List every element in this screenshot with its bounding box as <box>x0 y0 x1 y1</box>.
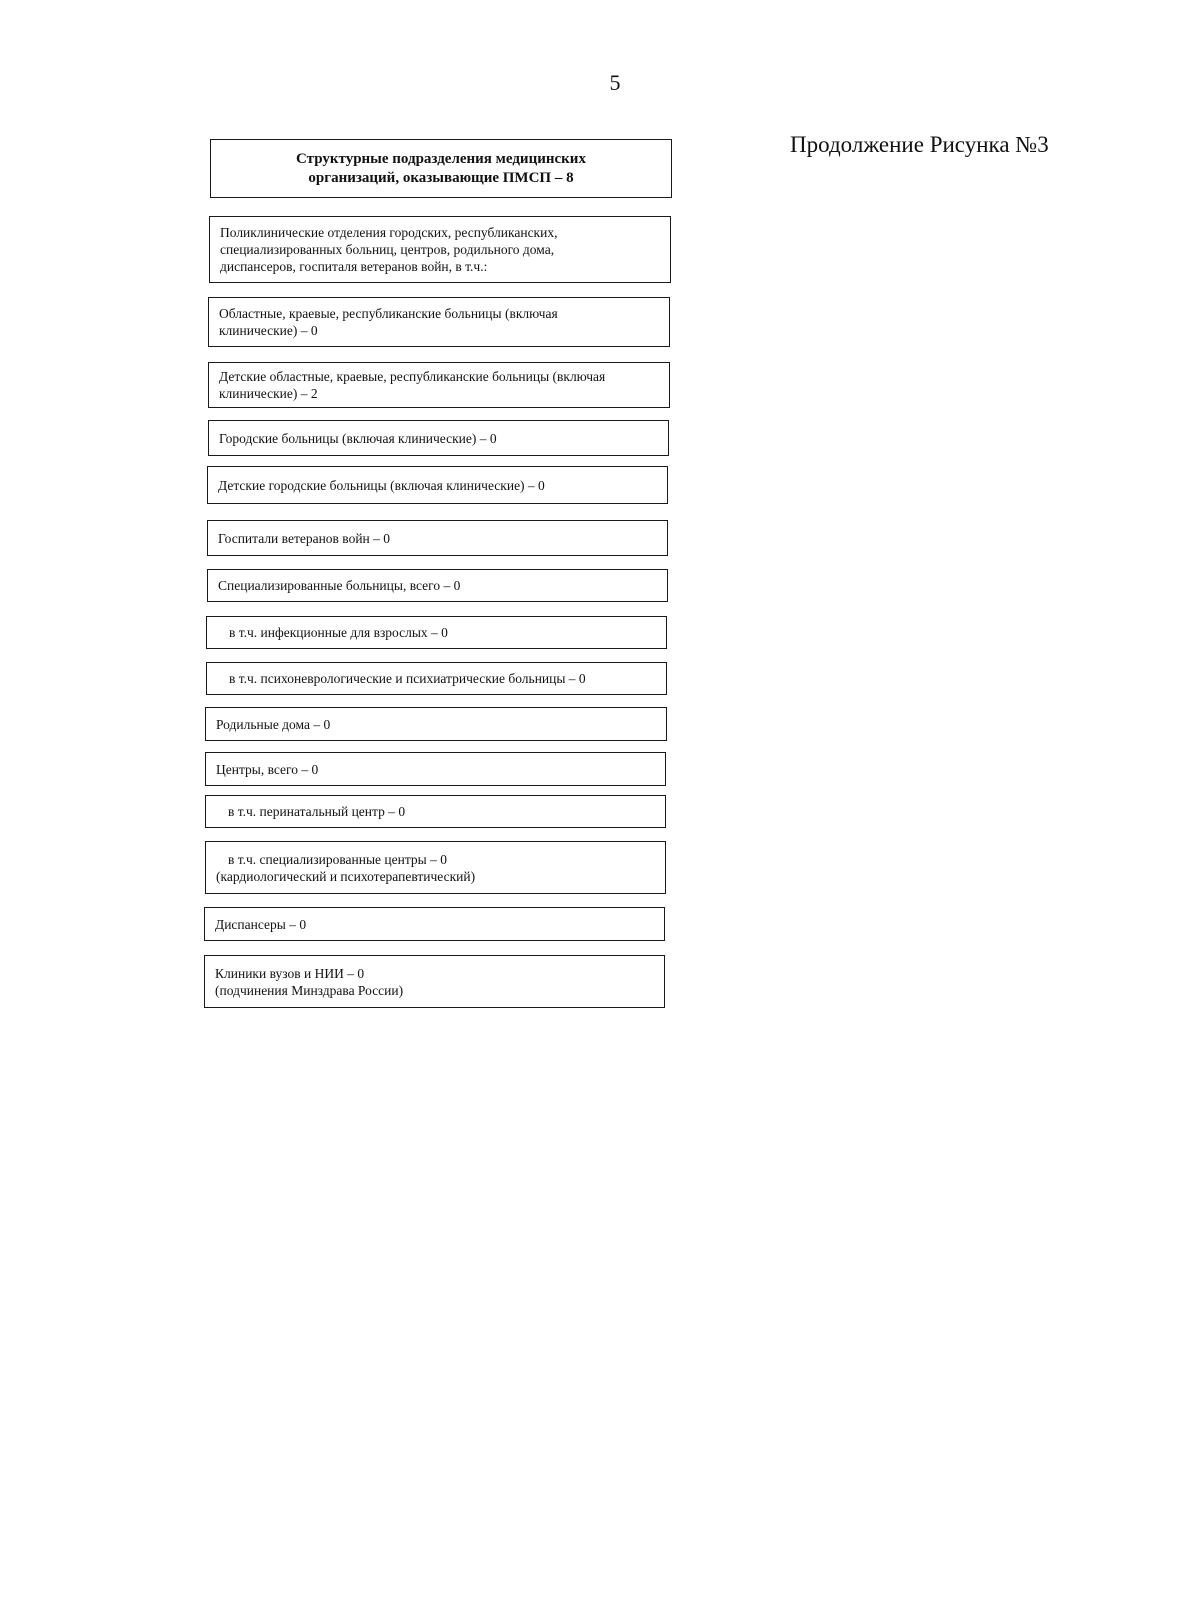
box-university-clinics <box>204 955 665 1008</box>
header-line-2: организаций, оказывающие ПМСП – 8 <box>308 169 574 186</box>
box-veterans-hospitals <box>207 520 668 556</box>
box-text-line: Клиники вузов и НИИ – 0 <box>215 965 365 981</box>
box-childrens-city-hospitals <box>207 466 668 504</box>
box-infectious-adult <box>206 616 667 649</box>
box-text-line: диспансеров, госпиталя ветеранов войн, в т.ч.: <box>220 259 488 274</box>
box-dispensaries <box>204 907 665 941</box>
box-centers-total <box>205 752 666 786</box>
box-text-line: Родильные дома – 0 <box>216 716 331 732</box>
box-text-line: Детские областные, краевые, республиканские больницы (включая <box>219 369 606 384</box>
box-text-line: Городские больницы (включая клинические) – 0 <box>219 430 497 446</box>
box-text-line: Госпитали ветеранов войн – 0 <box>218 530 391 546</box>
box-text-line: Детские городские больницы (включая клинические) – 0 <box>218 477 545 493</box>
continuation-label: Продолжение Рисунка №3 <box>790 132 1049 157</box>
box-text-line: в т.ч. специализированные центры – 0 <box>228 851 447 867</box>
box-text-line: в т.ч. инфекционные для взрослых – 0 <box>229 625 448 640</box>
box-text-line: Диспансеры – 0 <box>215 916 307 932</box>
box-text-line: (кардиологический и психотерапевтический) <box>216 868 476 884</box>
header-box <box>210 139 672 198</box>
box-specialized-centers <box>205 841 666 894</box>
box-text-line: Поликлинические отделения городских, республиканских, <box>220 225 558 240</box>
header-line-1: Структурные подразделения медицинских <box>296 150 586 167</box>
box-text-line: клинические) – 0 <box>219 323 318 338</box>
box-text-line: в т.ч. перинатальный центр – 0 <box>228 804 406 819</box>
page-number: 5 <box>609 70 621 95</box>
box-perinatal-center <box>205 795 666 828</box>
box-maternity-homes <box>205 707 667 741</box>
box-text-line: (подчинения Минздрава России) <box>215 982 404 998</box>
box-city-hospitals <box>208 420 669 456</box>
box-text-line: Центры, всего – 0 <box>216 761 319 777</box>
box-text-line: в т.ч. психоневрологические и психиатрические больницы – 0 <box>229 671 586 686</box>
box-text-line: клинические) – 2 <box>219 386 318 401</box>
box-text-line: Областные, краевые, республиканские больницы (включая <box>219 306 558 321</box>
box-psychoneurological <box>206 662 667 695</box>
box-text-line: специализированных больниц, центров, родильного дома, <box>220 242 555 257</box>
box-childrens-regional-hospitals <box>208 362 670 408</box>
box-polyclinic-departments <box>209 216 671 283</box>
box-specialized-hospitals <box>207 569 668 602</box>
box-text-line: Специализированные больницы, всего – 0 <box>218 578 461 593</box>
box-regional-hospitals <box>208 297 670 347</box>
